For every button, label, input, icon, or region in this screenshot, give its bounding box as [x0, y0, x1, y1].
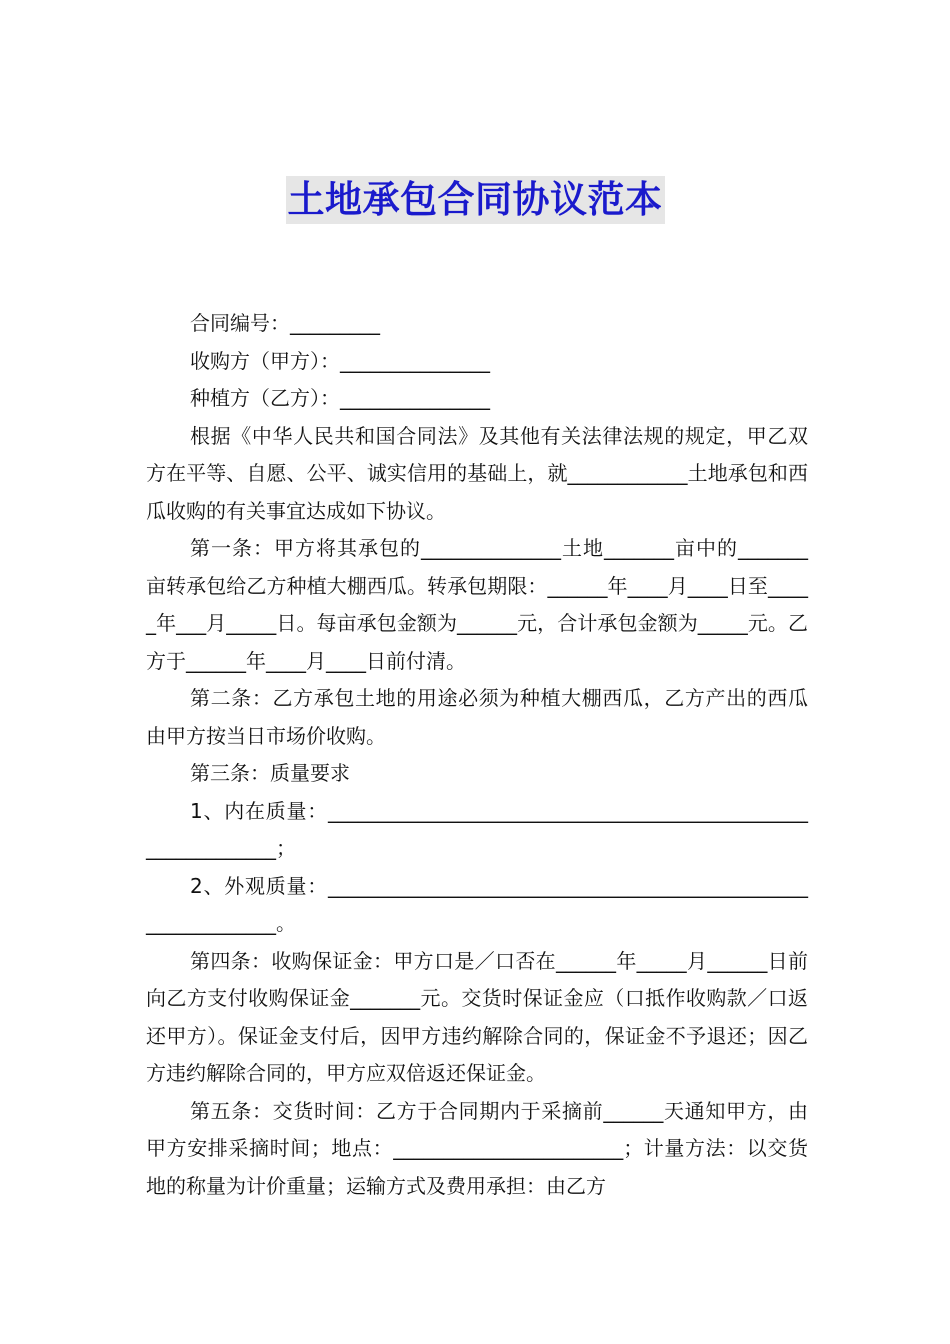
contract-number-line: 合同编号：_________	[190, 311, 380, 335]
appearance-quality-line: 2、外观质量：_____________________________________________________________。	[146, 873, 808, 935]
document-title: 土地承包合同协议范本	[286, 176, 665, 224]
article-5-paragraph: 第五条：交货时间：乙方于合同期内于采摘前______天通知甲方，由甲方安排采摘时间；地点：_______________________；计量方法：以交货地的称量为计价重量；运输方式及费用承担：由乙方	[146, 1098, 808, 1198]
article-2-paragraph: 第二条：乙方承包土地的用途必须为种植大棚西瓜，乙方产出的西瓜由甲方按当日市场价收购。	[146, 686, 808, 748]
document-body	[146, 305, 808, 1205]
article-1-paragraph: 第一条：甲方将其承包的______________土地_______亩中的_______亩转承包给乙方种植大棚西瓜。转承包期限：______年____月____日至_____年___月_____日。每亩承包金额为______元，合计承包金额为_____元。乙方于______年____月____日前付清。	[146, 536, 808, 673]
title-container	[0, 176, 950, 224]
article-4-paragraph: 第四条：收购保证金：甲方口是／口否在______年_____月______日前向乙方支付收购保证金_______元。交货时保证金应（口抵作收购款／口返还甲方）。保证金支付后，因甲方违约解除合同的，保证金不予退还；因乙方违约解除合同的，甲方应双倍返还保证金。	[146, 948, 808, 1085]
buyer-party-line: 收购方（甲方）：_______________	[190, 348, 490, 373]
preamble-paragraph: 根据《中华人民共和国合同法》及其他有关法律法规的规定，甲乙双方在平等、自愿、公平、诚实信用的基础上，就____________土地承包和西瓜收购的有关事宜达成如下协议。	[146, 423, 808, 523]
article-3-heading: 第三条：质量要求	[190, 761, 350, 785]
grower-party-line: 种植方（乙方）：_______________	[190, 386, 490, 410]
intrinsic-quality-line: 1、内在质量：_____________________________________________________________；	[146, 798, 808, 860]
